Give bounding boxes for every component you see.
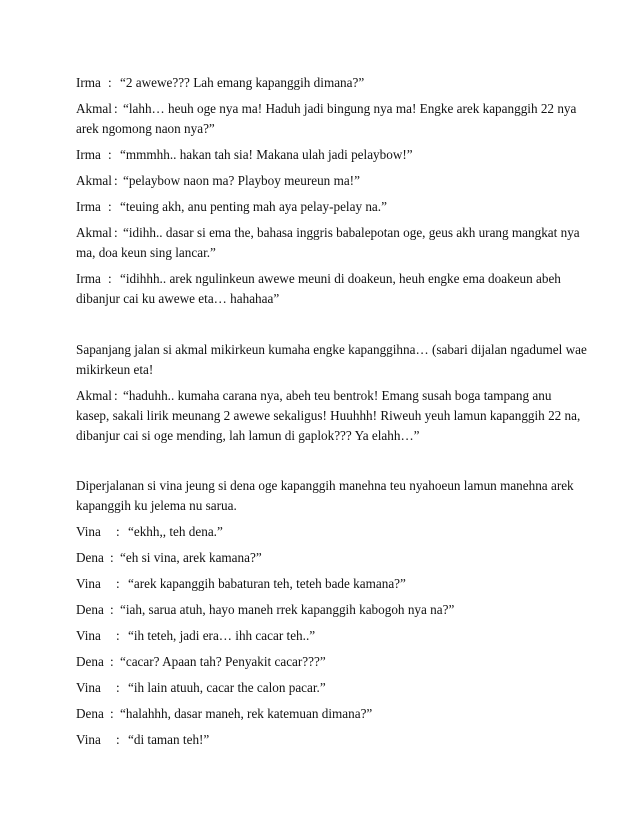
speaker-separator: :	[108, 199, 112, 214]
speaker-name: Irma	[76, 147, 101, 162]
speaker-separator: :	[108, 75, 112, 90]
dialogue-text: “haduhh.. kumaha carana nya, abeh teu bentrok! Emang susah boga tampang anu	[123, 388, 552, 403]
narration-line: kapanggih ku jelema nu sarua.	[76, 498, 237, 513]
speaker-name: Irma	[76, 271, 101, 286]
speaker-name: Akmal	[76, 173, 112, 188]
dialogue-text: “2 awewe??? Lah emang kapanggih dimana?”	[120, 75, 365, 90]
speaker-name: Vina	[76, 628, 101, 643]
speaker-separator: :	[116, 628, 120, 643]
speaker-name: Vina	[76, 732, 101, 747]
speaker-name: Dena	[76, 550, 104, 565]
dialogue-text: “idihh.. dasar si ema the, bahasa inggris babalepotan oge, geus akh urang mangkat nya	[123, 225, 580, 240]
speaker-separator: :	[110, 706, 114, 721]
dialogue-text: “ih teteh, jadi era… ihh cacar teh..”	[128, 628, 316, 643]
speaker-separator: :	[114, 173, 118, 188]
dialogue-text: “teuing akh, anu penting mah aya pelay-pelay na.”	[120, 199, 387, 214]
dialogue-text-continued: dibanjur cai ku awewe eta… hahahaa”	[76, 291, 280, 306]
speaker-separator: :	[116, 680, 120, 695]
speaker-separator: :	[110, 602, 114, 617]
speaker-name: Akmal	[76, 225, 112, 240]
narration-line: Sapanjang jalan si akmal mikirkeun kumaha engke kapanggihna… (sabari dijalan ngadumel wae	[76, 342, 587, 357]
speaker-separator: :	[114, 388, 118, 403]
speaker-name: Irma	[76, 75, 101, 90]
dialogue-text: “lahh… heuh oge nya ma! Haduh jadi bingung nya ma! Engke arek kapanggih 22 nya	[123, 101, 577, 116]
dialogue-text-continued: kasep, sakali lirik meunang 2 awewe sekaligus! Huuhhh! Riweuh yeuh lamun kapanggih 22 na,	[76, 408, 581, 423]
speaker-separator: :	[114, 101, 118, 116]
dialogue-text: “ih lain atuuh, cacar the calon pacar.”	[128, 680, 326, 695]
speaker-separator: :	[114, 225, 118, 240]
speaker-name: Dena	[76, 654, 104, 669]
dialogue-text: “mmmhh.. hakan tah sia! Makana ulah jadi pelaybow!”	[120, 147, 413, 162]
speaker-name: Dena	[76, 602, 104, 617]
speaker-name: Vina	[76, 576, 101, 591]
dialogue-text: “eh si vina, arek kamana?”	[120, 550, 262, 565]
dialogue-text-continued: dibanjur cai si oge mending, lah lamun di gaplok??? Ya elahh…”	[76, 428, 420, 443]
dialogue-text: “pelaybow naon ma? Playboy meureun ma!”	[123, 173, 360, 188]
narration-line: mikirkeun eta!	[76, 362, 154, 377]
speaker-separator: :	[116, 576, 120, 591]
speaker-separator: :	[116, 524, 120, 539]
speaker-name: Akmal	[76, 388, 112, 403]
speaker-name: Akmal	[76, 101, 112, 116]
narration-line: Diperjalanan si vina jeung si dena oge kapanggih manehna teu nyahoeun lamun manehna arek	[76, 478, 574, 493]
dialogue-text: “di taman teh!”	[128, 732, 210, 747]
speaker-separator: :	[108, 271, 112, 286]
dialogue-text-continued: arek ngomong naon nya?”	[76, 121, 215, 136]
speaker-separator: :	[116, 732, 120, 747]
dialogue-text: “iah, sarua atuh, hayo maneh rrek kapanggih kabogoh nya na?”	[120, 602, 455, 617]
dialogue-text-continued: ma, doa keun sing lancar.”	[76, 245, 216, 260]
speaker-name: Vina	[76, 680, 101, 695]
speaker-separator: :	[110, 550, 114, 565]
speaker-name: Dena	[76, 706, 104, 721]
dialogue-text: “halahhh, dasar maneh, rek katemuan dimana?”	[120, 706, 373, 721]
dialogue-text: “idihhh.. arek ngulinkeun awewe meuni di doakeun, heuh engke ema doakeun abeh	[120, 271, 561, 286]
speaker-separator: :	[108, 147, 112, 162]
speaker-separator: :	[110, 654, 114, 669]
speaker-name: Irma	[76, 199, 101, 214]
dialogue-text: “ekhh,, teh dena.”	[128, 524, 223, 539]
dialogue-text: “cacar? Apaan tah? Penyakit cacar???”	[120, 654, 326, 669]
speaker-name: Vina	[76, 524, 101, 539]
dialogue-text: “arek kapanggih babaturan teh, teteh bade kamana?”	[128, 576, 406, 591]
